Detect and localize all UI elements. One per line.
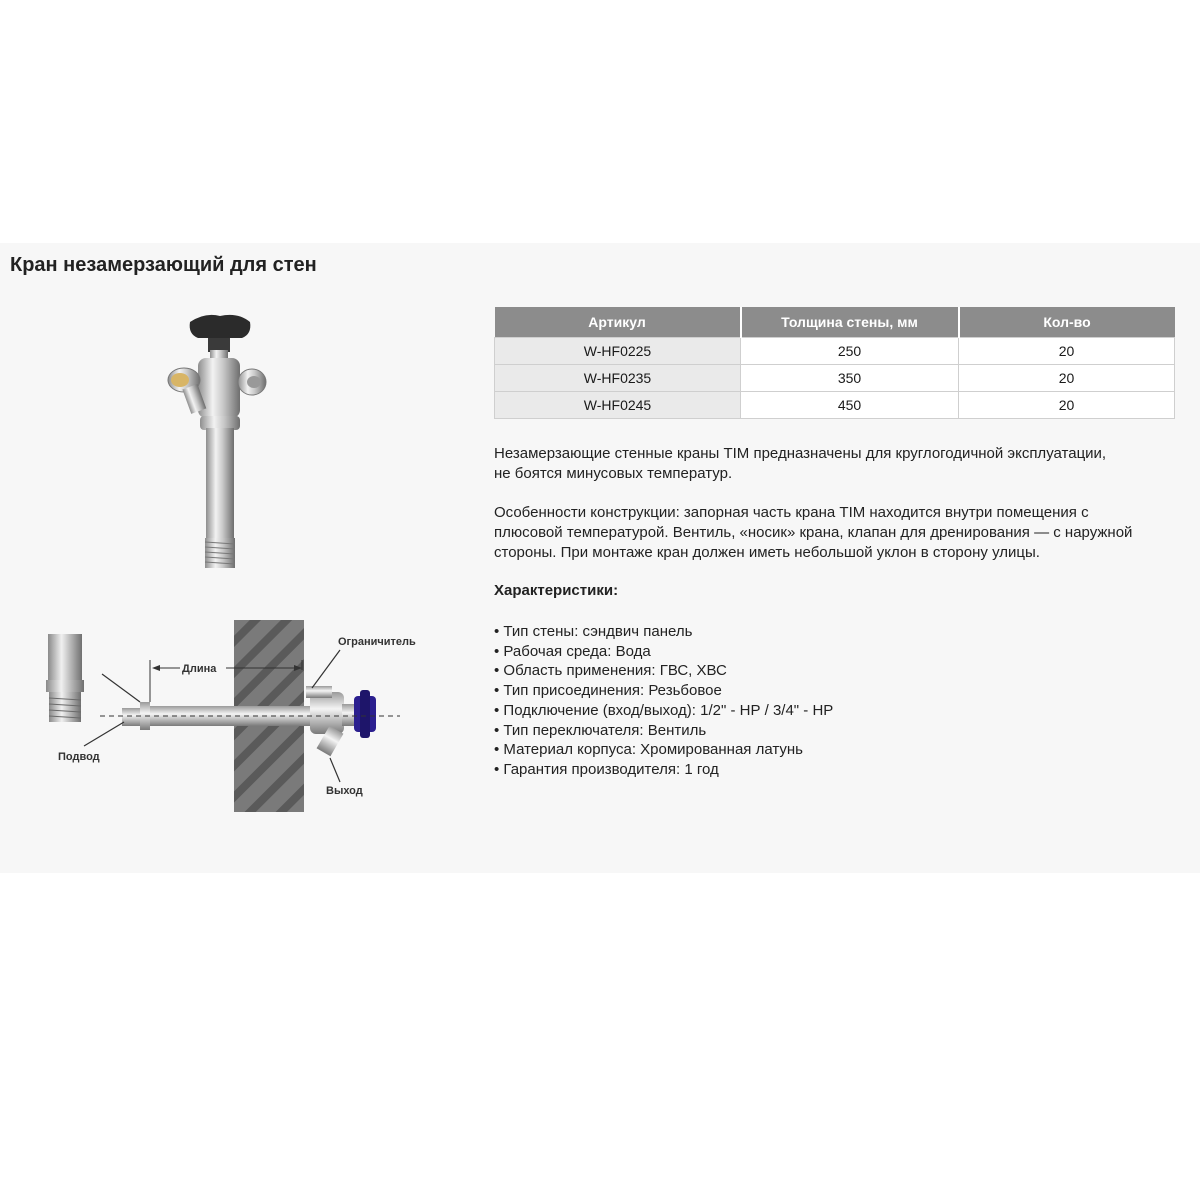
list-item: • Гарантия производителя: 1 год bbox=[494, 760, 833, 780]
header-quantity: Кол-во bbox=[959, 307, 1175, 338]
length-label: Длина bbox=[182, 663, 217, 675]
cell-thickness: 450 bbox=[741, 392, 959, 419]
list-item: • Тип стены: сэндвич панель bbox=[494, 622, 833, 642]
inlet-label: Подвод bbox=[58, 751, 100, 763]
cell-thickness: 350 bbox=[741, 365, 959, 392]
page-title: Кран незамерзающий для стен bbox=[10, 254, 317, 276]
description-paragraph-2: Особенности конструкции: запорная часть крана TIM находится внутри помещения с плюсовой температурой. Вентиль, «носик» крана, клапан для дренирования — с наружной стороны. При монтаже кран должен иметь небольшой уклон в сторону улицы. bbox=[494, 504, 1133, 561]
table-row bbox=[495, 365, 1175, 392]
faucet-product-image bbox=[150, 308, 280, 578]
outlet-label: Выход bbox=[326, 785, 363, 797]
cell-thickness: 250 bbox=[741, 338, 959, 365]
characteristics-heading: Характеристики: bbox=[494, 582, 619, 599]
list-item: • Материал корпуса: Хромированная латунь bbox=[494, 740, 833, 760]
cell-article: W-HF0225 bbox=[495, 338, 741, 365]
table-row bbox=[495, 392, 1175, 419]
cell-quantity: 20 bbox=[959, 365, 1175, 392]
installation-diagram bbox=[40, 612, 460, 822]
table-header-row bbox=[495, 307, 1175, 338]
characteristics-list bbox=[494, 622, 833, 780]
header-wall-thickness: Толщина стены, мм bbox=[741, 307, 959, 338]
cell-article: W-HF0235 bbox=[495, 365, 741, 392]
list-item: • Тип присоединения: Резьбовое bbox=[494, 681, 833, 701]
header-article: Артикул bbox=[495, 307, 741, 338]
specs-table bbox=[494, 307, 1175, 419]
cell-article: W-HF0245 bbox=[495, 392, 741, 419]
list-item: • Рабочая среда: Вода bbox=[494, 642, 833, 662]
list-item: • Подключение (вход/выход): 1/2" - НР / 3/4" - НР bbox=[494, 701, 833, 721]
list-item: • Тип переключателя: Вентиль bbox=[494, 721, 833, 741]
limiter-label: Ограничитель bbox=[338, 636, 416, 648]
table-row bbox=[495, 338, 1175, 365]
list-item: • Область применения: ГВС, ХВС bbox=[494, 661, 833, 681]
cell-quantity: 20 bbox=[959, 338, 1175, 365]
cell-quantity: 20 bbox=[959, 392, 1175, 419]
description-paragraph-1: Незамерзающие стенные краны TIM предназначены для круглогодичной эксплуатации, не боятся минусовых температур. bbox=[494, 445, 1107, 482]
